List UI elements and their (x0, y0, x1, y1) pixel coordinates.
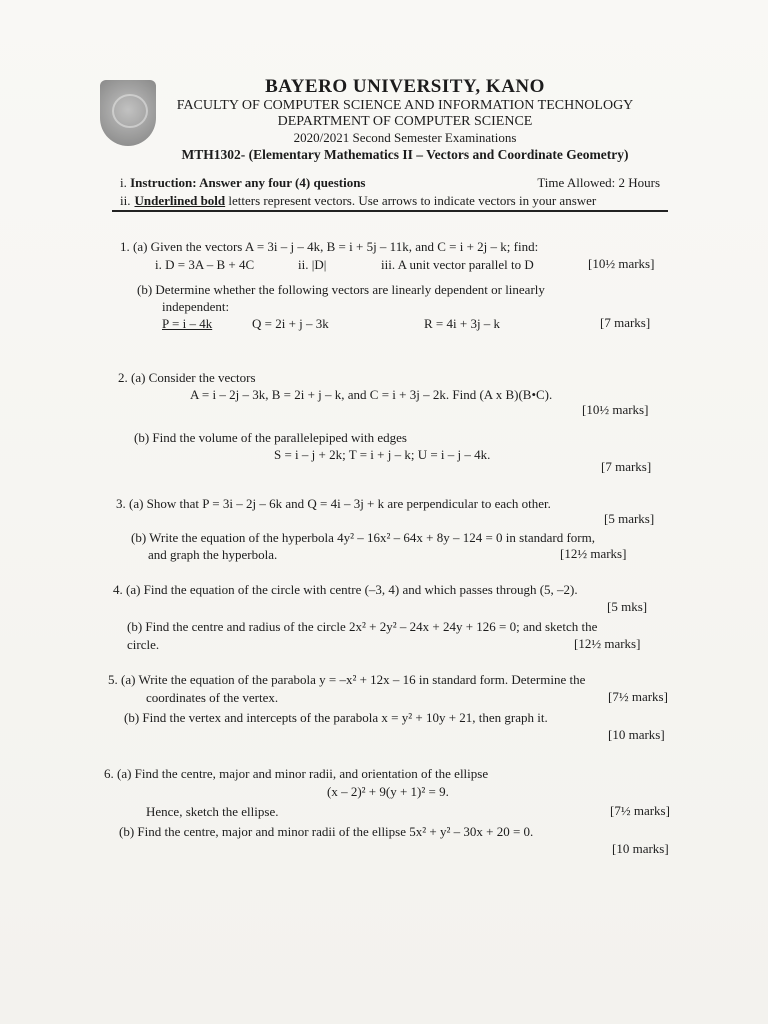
q3-a-stem: 3. (a) Show that P = 3i – 2j – 6k and Q = 4i – 3j + k are perpendicular to each other. (116, 496, 551, 511)
q5-a-stem: 5. (a) Write the equation of the parabola y = –x² + 12x – 16 in standard form. Determine the (108, 672, 586, 687)
q4-a-stem: 4. (a) Find the equation of the circle with centre (–3, 4) and which passes through (5, –2). (113, 582, 578, 597)
q5-a-marks: [7½ marks] (608, 689, 668, 704)
faculty-name: FACULTY OF COMPUTER SCIENCE AND INFORMATION TECHNOLOGY (176, 98, 634, 113)
q3-b-marks: [12½ marks] (560, 546, 627, 561)
instruction-2-label: ii. (120, 193, 131, 208)
q6-a-equation: (x – 2)² + 9(y + 1)² = 9. (327, 784, 449, 799)
q1-b-stem: (b) Determine whether the following vectors are linearly dependent or linearly (137, 282, 545, 297)
instruction-row-1 (120, 174, 660, 192)
q1-a-marks: [10½ marks] (588, 256, 655, 271)
instruction-2-text: letters represent vectors. Use arrows to indicate vectors in your answer (225, 193, 597, 208)
q3-a-marks: [5 marks] (604, 511, 655, 526)
q2-a-vectors: A = i – 2j – 3k, B = 2i + j – k, and C = i + 3j – 2k. Find (A x B)(B•C). (190, 387, 553, 402)
q1-a-stem: 1. (a) Given the vectors A = 3i – j – 4k, B = i + 5j – 11k, and C = i + 2j – k; find: (120, 239, 539, 254)
q1-a-i: i. D = 3A – B + 4C (155, 257, 255, 272)
instruction-2-underlined: Underlined bold (134, 193, 226, 208)
q6-a-stem: 6. (a) Find the centre, major and minor radii, and orientation of the ellipse (104, 766, 489, 781)
q2-b-marks: [7 marks] (601, 459, 652, 474)
q1-b-vector-r: R = 4i + 3j – k (424, 316, 501, 331)
university-name: BAYERO UNIVERSITY, KANO (265, 76, 545, 97)
q6-a-stem-2: Hence, sketch the ellipse. (146, 804, 279, 819)
instruction-1-label: i. (120, 175, 127, 190)
q5-b-marks: [10 marks] (608, 727, 665, 742)
q3-b-stem-2: and graph the hyperbola. (148, 547, 278, 562)
q2-b-stem: (b) Find the volume of the parallelepiped with edges (134, 430, 407, 445)
course-title: MTH1302- (Elementary Mathematics II – Vectors and Coordinate Geometry) (181, 147, 629, 162)
exam-session: 2020/2021 Second Semester Examinations (293, 130, 517, 145)
q1-b-vector-q: Q = 2i + j – 3k (252, 316, 329, 331)
q4-b-stem-2: circle. (127, 637, 160, 652)
department-name: DEPARTMENT OF COMPUTER SCIENCE (277, 114, 533, 129)
q1-a-ii: ii. |D| (298, 257, 327, 272)
q4-a-marks: [5 mks] (607, 599, 648, 614)
q5-a-stem-2: coordinates of the vertex. (146, 690, 279, 705)
q2-b-vectors: S = i – j + 2k; T = i + j – k; U = i – j – 4k. (274, 447, 491, 462)
q2-a-stem: 2. (a) Consider the vectors (118, 370, 256, 385)
time-allowed: Time Allowed: 2 Hours (537, 175, 660, 190)
exam-header (150, 76, 660, 163)
q6-b-stem: (b) Find the centre, major and minor radii of the ellipse 5x² + y² – 30x + 20 = 0. (119, 824, 534, 839)
instructions-block (120, 174, 660, 210)
q1-a-iii: iii. A unit vector parallel to D (381, 257, 534, 272)
q1-b-vector-p: P = i – 4k (162, 316, 213, 331)
q1-b-marks: [7 marks] (600, 315, 651, 330)
university-logo-seal (100, 80, 156, 146)
q2-a-marks: [10½ marks] (582, 402, 649, 417)
q6-a-marks: [7½ marks] (610, 803, 670, 818)
instruction-1-text: Instruction: Answer any four (4) questions (130, 175, 366, 190)
header-divider (112, 210, 668, 212)
q4-b-marks: [12½ marks] (574, 636, 641, 651)
instruction-1 (120, 174, 365, 192)
instruction-row-2 (120, 192, 660, 210)
q1-b-stem-2: independent: (162, 299, 230, 314)
q6-b-marks: [10 marks] (612, 841, 669, 856)
q5-b-stem: (b) Find the vertex and intercepts of the parabola x = y² + 10y + 21, then graph it. (124, 710, 548, 725)
q4-b-stem: (b) Find the centre and radius of the circle 2x² + 2y² – 24x + 24y + 126 = 0; and sketch the (127, 619, 598, 634)
q3-b-stem: (b) Write the equation of the hyperbola 4y² – 16x² – 64x + 8y – 124 = 0 in standard form, (131, 530, 595, 545)
